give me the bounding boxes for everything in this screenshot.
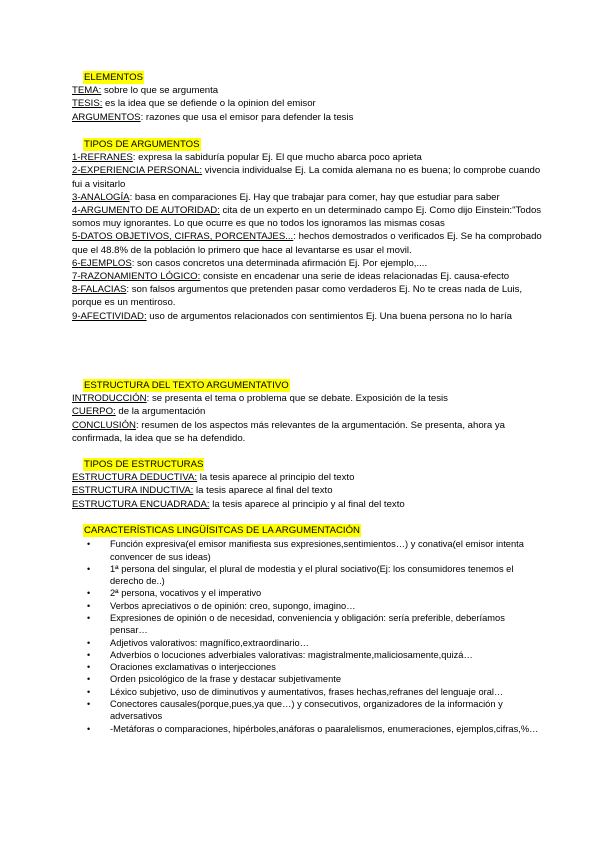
list-item: • -Metáforas o comparaciones, hipérboles,anáforas o paaralelismos, enumeraciones, ejemplos,cifras,%… bbox=[72, 723, 542, 735]
def-tesis: TESIS: es la idea que se defiende o la opinion del emisor bbox=[72, 98, 316, 110]
argumento-item: 9-AFECTIVIDAD: uso de argumentos relacionados con sentimientos Ej. Una buena persona no lo haría bbox=[72, 310, 512, 322]
estructura-item: CUERPO: de la argumentación bbox=[72, 406, 206, 418]
section-tipos-estructuras bbox=[72, 458, 542, 511]
list-item: • Oraciones exclamativas o interjecciones bbox=[72, 661, 542, 673]
caracteristicas-list bbox=[72, 538, 542, 735]
tipo-estructura-item: ESTRUCTURA DEDUCTIVA: la tesis aparece al principio del texto bbox=[72, 472, 355, 484]
list-item: • Conectores causales(porque,pues,ya que…) y consecutivos, organizadores de la información y adversativos bbox=[72, 698, 542, 723]
def-argumentos: ARGUMENTOS: razones que usa el emisor para defender la tesis bbox=[72, 111, 354, 123]
argumento-item: 8-FALACIAS: son falsos argumentos que pretenden pasar como verdaderos Ej. No te creas nada de Luis, porque es un mentiroso. bbox=[72, 284, 523, 309]
argumento-item: 6-EJEMPLOS: son casos concretos una determinada afirmación Ej. Por ejemplo,.... bbox=[72, 257, 428, 269]
estructura-item: CONCLUSIÓN: resumen de los aspectos más relevantes de la argumentación. Se presenta, ahora ya confirmada, la idea que se ha defendido. bbox=[72, 419, 506, 444]
heading-tipos-argumentos: TIPOS DE ARGUMENTOS bbox=[84, 139, 200, 150]
section-tipos-argumentos bbox=[72, 138, 542, 323]
tipo-estructura-item: ESTRUCTURA INDUCTIVA: la tesis aparece al final del texto bbox=[72, 485, 333, 497]
argumento-item: 2-EXPERIENCIA PERSONAL: vivencia individualse Ej. La comida alemana no es buena; lo comprobe cuando fui a visitarlo bbox=[72, 165, 541, 190]
list-item: • 2ª persona, vocativos y el imperativo bbox=[72, 587, 542, 599]
def-tema: TEMA: sobre lo que se argumenta bbox=[72, 85, 219, 97]
list-item: • Orden psicológico de la frase y destacar subjetivamente bbox=[72, 673, 542, 685]
list-item: • Adverbios o locuciones adverbiales valorativas: magistralmente,maliciosamente,quizá… bbox=[72, 649, 542, 661]
section-elementos bbox=[72, 71, 542, 124]
argumento-item: 5-DATOS OBJETIVOS, CIFRAS, PORCENTAJES...: hechos demostrados o verificados Ej. Se ha comprobado que el 48.8% de la población lo primero que hace al levantarse es usar el movil. bbox=[72, 231, 542, 256]
list-item: • Función expresiva(el emisor manifiesta sus expresiones,sentimientos…) y conativa(el emisor intenta convencer de sus ideas) bbox=[72, 538, 542, 563]
argumento-item: 3-ANALOGÍA: basa en comparaciones Ej. Hay que trabajar para comer, hay que estudiar para saber bbox=[72, 191, 500, 203]
list-item: • 1ª persona del singular, el plural de modestia y el plural sociativo(Ej: los consumidores tenemos el derecho de..) bbox=[72, 563, 542, 588]
tipo-estructura-item: ESTRUCTURA ENCUADRADA: la tesis aparece al principio y al final del texto bbox=[72, 498, 405, 510]
argumento-item: 7-RAZONAMIENTO LÓGICO: consiste en encadenar una serie de ideas relacionadas Ej. causa-efecto bbox=[72, 271, 510, 283]
argumento-item: 4-ARGUMENTO DE AUTORIDAD: cita de un experto en un determinado campo Ej. Como dijo Einstein:"Todos somos muy ignorantes. Lo que ocurre es que no todos los ignoramos las mismas cosas bbox=[72, 205, 542, 230]
section-caracteristicas bbox=[72, 524, 542, 735]
list-item: • Verbos apreciativos o de opinión: creo, supongo, imagino… bbox=[72, 600, 542, 612]
list-item: • Expresiones de opinión o de necesidad, conveniencia y obligación: sería preferible, deberíamos pensar… bbox=[72, 612, 542, 637]
heading-estructura-texto: ESTRUCTURA DEL TEXTO ARGUMENTATIVO bbox=[84, 380, 289, 391]
list-item: • Léxico subjetivo, uso de diminutivos y aumentativos, frases hechas,refranes del lenguaje oral… bbox=[72, 686, 542, 698]
heading-elementos: ELEMENTOS bbox=[84, 72, 144, 83]
heading-caracteristicas: CARACTERÍSTICAS LINGÜÍSITCAS DE LA ARGUMENTACIÓN bbox=[84, 525, 360, 536]
argumento-item: 1-REFRANES: expresa la sabiduría popular Ej. El que mucho abarca poco aprieta bbox=[72, 152, 422, 164]
estructura-item: INTRODUCCIÓN: se presenta el tema o problema que se debate. Exposición de la tesis bbox=[72, 393, 448, 405]
list-item: • Adjetivos valorativos: magnífico,extraordinario… bbox=[72, 637, 542, 649]
section-estructura-texto bbox=[72, 379, 542, 445]
heading-tipos-estructuras: TIPOS DE ESTRUCTURAS bbox=[84, 459, 204, 470]
